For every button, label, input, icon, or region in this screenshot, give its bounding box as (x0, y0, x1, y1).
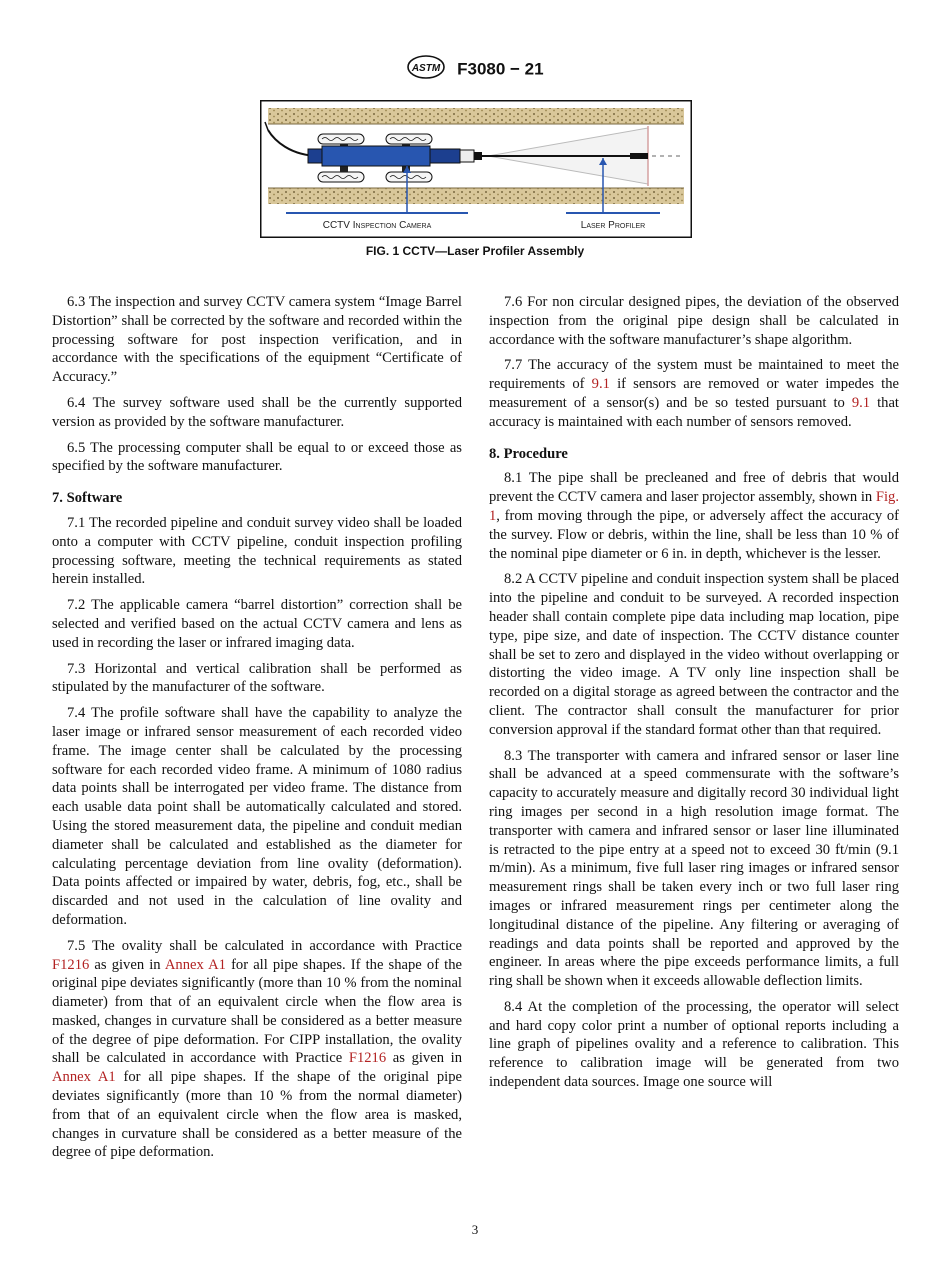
paragraph-8-2: 8.2 A CCTV pipeline and conduit inspection system shall be placed into the pipeline and conduit to be surveyed. A recorded inspection header shall contain complete pipe data including map location, pipe type, pipe size, and date of inspection. The CCTV distance counter shall be set to zero and displayed in the video without overlapping or distorting the video image. A TV only line inspection shall be recorded on a digital storage as agreed between the contractor and the client. The contractor shall consult the manufacturer for prior conversion approval if the standard format other than that required. (489, 571, 899, 738)
svg-text:ASTM: ASTM (412, 63, 441, 74)
link-section-9-1[interactable]: 9.1 (851, 394, 871, 411)
figure-cctv-laser-profiler (260, 100, 692, 238)
link-f1216[interactable]: F1216 (348, 1050, 387, 1067)
link-annex-a1[interactable]: Annex A1 (52, 1069, 116, 1086)
paragraph-6-5: 6.5 The processing computer shall be equal to or exceed those as specified by the software manufacturer. (52, 439, 462, 475)
figure-label-camera: CCTV Inspection Camera (322, 220, 432, 231)
paragraph-8-3: 8.3 The transporter with camera and infrared sensor or laser line shall be advanced at a speed commensurate with the software’s capacity to accurately measure and digitally record 30 individual light ring images per second in a high resolution image format. The transporter with camera and infrared sensor or laser line illuminated is retracted to the pipe entry at a speed not to exceed 30 ft/min (9.1 m/min). As a minimum, five full laser ring images or infrared sensor measurement rings shall be taken every inch or two full laser ring images or infrared measurement rings per centimeter along the longitudinal distance of the pipeline. Any filtering or averaging of readings and data points shall be reported and approved by the engineer. In areas where the pipe exceeds performance limits, a full ring shall be shown when it exceeds allowable deflection limits. (489, 747, 899, 990)
paragraph-6-4: 6.4 The survey software used shall be the currently supported version as provided by the software manufacturer. (52, 394, 462, 430)
left-column (52, 293, 462, 1169)
link-f1216[interactable]: F1216 (52, 956, 90, 973)
astm-logo (406, 54, 446, 85)
figure-caption: FIG. 1 CCTV—Laser Profiler Assembly (365, 244, 585, 258)
right-column (489, 293, 899, 1099)
paragraph-7-7: 7.7 The accuracy of the system must be maintained to meet the requirements of 9.1 if sensors are removed or water impedes the measurement of a sensor(s) and be so tested pursuant to 9.1 that accuracy is maintained with each number of sensors removed. (489, 357, 899, 430)
paragraph-7-4: 7.4 The profile software shall have the capability to analyze the laser image or infrared sensor measurement of each recorded video frame. The image center shall be calculated by the processing software for each recorded video frame. A minimum of 1080 radius data points shall be interrogated per video frame. The distance from each usable data point shall be automatically calculated and stored. Using the stored measurement data, the pipeline and conduit median diameter shall be calculated and established as the diameter for calculating percentage deviation from line ovality (deformation). Data points affected or impaired by water, debris, fog, etc., shall be discarded and not used in the calculation of line ovality and deformation. (52, 705, 462, 928)
page-header (0, 54, 950, 85)
paragraph-7-1: 7.1 The recorded pipeline and conduit survey video shall be loaded onto a computer with CCTV pipeline, conduit inspection profiling processing software, meeting the technical requirements as stated herein installed. (52, 514, 462, 588)
link-fig-1[interactable]: Fig. 1 (489, 489, 899, 524)
section-heading-software: 7. Software (52, 490, 123, 507)
paragraph-8-4: 8.4 At the completion of the processing, the operator will select and hard copy color print a number of optional reports including a line graph of pipelines ovality and a reference to calibration. This reference to calibration image will be generated from two independent data sources. Image one source will (489, 998, 899, 1091)
link-section-9-1[interactable]: 9.1 (591, 376, 610, 393)
figure-label-profiler: Laser Profiler (580, 220, 646, 231)
paragraph-7-2: 7.2 The applicable camera “barrel distortion” correction shall be selected and verified based on the actual CCTV camera and lens as used in recording the laser or infrared imaging data. (52, 597, 462, 651)
paragraph-7-3: 7.3 Horizontal and vertical calibration shall be performed as stipulated by the manufacturer of the software. (52, 660, 462, 696)
section-heading-procedure: 8. Procedure (489, 445, 568, 462)
link-annex-a1[interactable]: Annex A1 (164, 956, 226, 973)
paragraph-6-3: 6.3 The inspection and survey CCTV camera system “Image Barrel Distortion” shall be corrected by the software and recorded within the processing software for post inspection verification, and in accordance with the specifications of the equipment “Certificate of Accuracy.” (52, 294, 462, 386)
standard-designation: F3080 − 21 (457, 59, 544, 79)
paragraph-8-1: 8.1 The pipe shall be precleaned and free of debris that would prevent the CCTV camera and laser projector assembly, shown in Fig. 1, from moving through the pipe, or adversely affect the accuracy of the survey. Flow or debris, within the line, shall be less than 10 % of the nominal pipe diameter or 6 in. in depth, whichever is the lesser. (489, 470, 899, 562)
paragraph-7-6: 7.6 For non circular designed pipes, the deviation of the observed inspection from the original pipe design shall be calculated in accordance with the software manufacturer’s shape algorithm. (489, 294, 899, 348)
page-number: 3 (471, 1222, 479, 1237)
paragraph-7-5: 7.5 The ovality shall be calculated in accordance with Practice F1216 as given in Annex A1 for all pipe shapes. If the shape of the original pipe deviates significantly (more than 10 % from the nominal diameter) from that of an equivalent circle when the flow area is masked, changes in curvature shall be considered as a better measure of the degree of pipe deformation. For CIPP installation, the ovality shall be calculated in accordance with Practice F1216 as given in Annex A1 for all pipe shapes. If the shape of the original pipe deviates significantly (more than 10 % from the normal diameter) from that of an equivalent circle when the flow area is masked, changes in curvature shall be considered as a better measure of the degree of pipe deformation. (52, 937, 462, 1161)
